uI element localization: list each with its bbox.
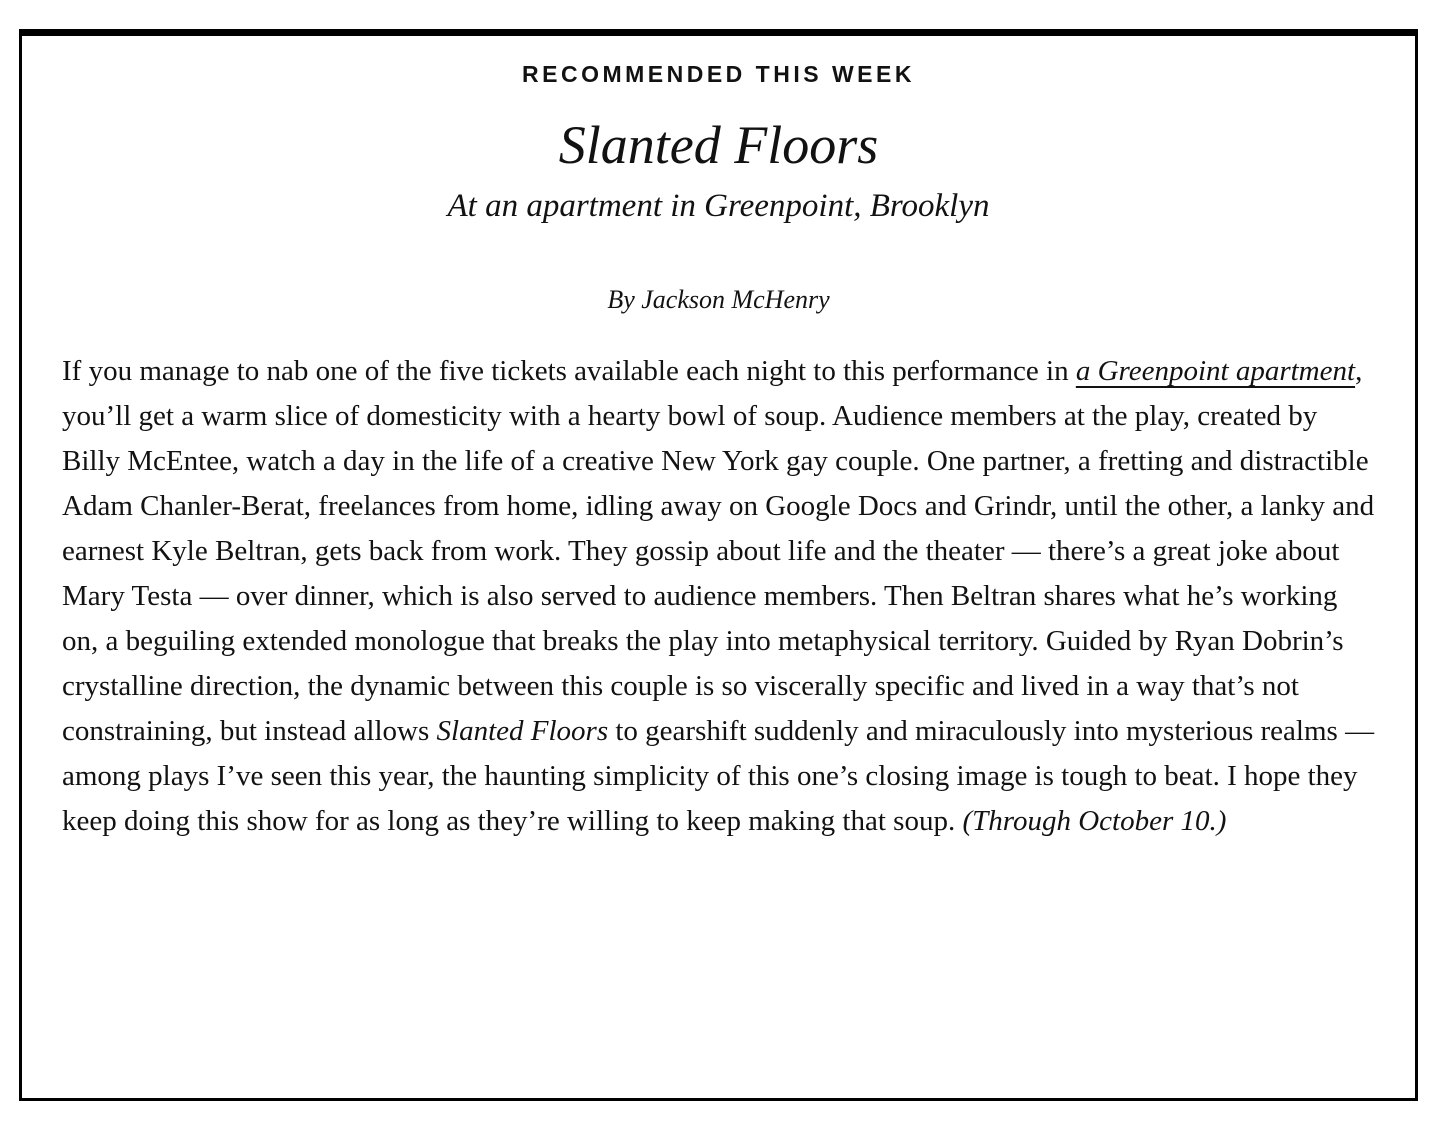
body-text-segment: If you manage to nab one of the five tickets available each night to this performance in (62, 355, 1076, 388)
body-text-segment: to gearshift suddenly and miraculously into mysterious realms — among plays I’ve seen this year, the haunting simplicity of this one’s closing image is tough to beat. I hope they keep doing this show for as long as they’re willing to keep making that soup. (62, 715, 1375, 838)
greenpoint-apartment-link[interactable]: a Greenpoint apartment (1075, 355, 1356, 388)
kicker-recommended-this-week: RECOMMENDED THIS WEEK (522, 61, 915, 87)
body-italic-segment: Slanted Floors (436, 715, 609, 748)
body-text-segment: , you’ll get a warm slice of domesticity with a hearty bowl of soup. Audience members at the play, created by Billy McEntee, watch a day in the life of a creative New York gay couple. One partner, a fretting and distractible Adam Chanler-Berat, freelances from home, idling away on Google Docs and Grindr, until the other, a lanky and earnest Kyle Beltran, gets back from work. They gossip about life and the theater — there’s a great joke about Mary Testa — over dinner, which is also served to audience members. Then Beltran shares what he’s working on, a beguiling extended monologue that breaks the play into metaphysical territory. Guided by Ryan Dobrin’s crystalline direction, the dynamic between this couple is so viscerally specific and lived in a way that’s not constraining, but instead allows (62, 355, 1375, 748)
body-italic-segment: (Through October 10.) (962, 805, 1227, 838)
article-card (19, 29, 1418, 1101)
byline: By Jackson McHenry (607, 285, 830, 315)
venue-line: At an apartment in Greenpoint, Brooklyn (447, 188, 990, 225)
article-title: Slanted Floors (558, 115, 879, 175)
article-body (22, 349, 1415, 844)
